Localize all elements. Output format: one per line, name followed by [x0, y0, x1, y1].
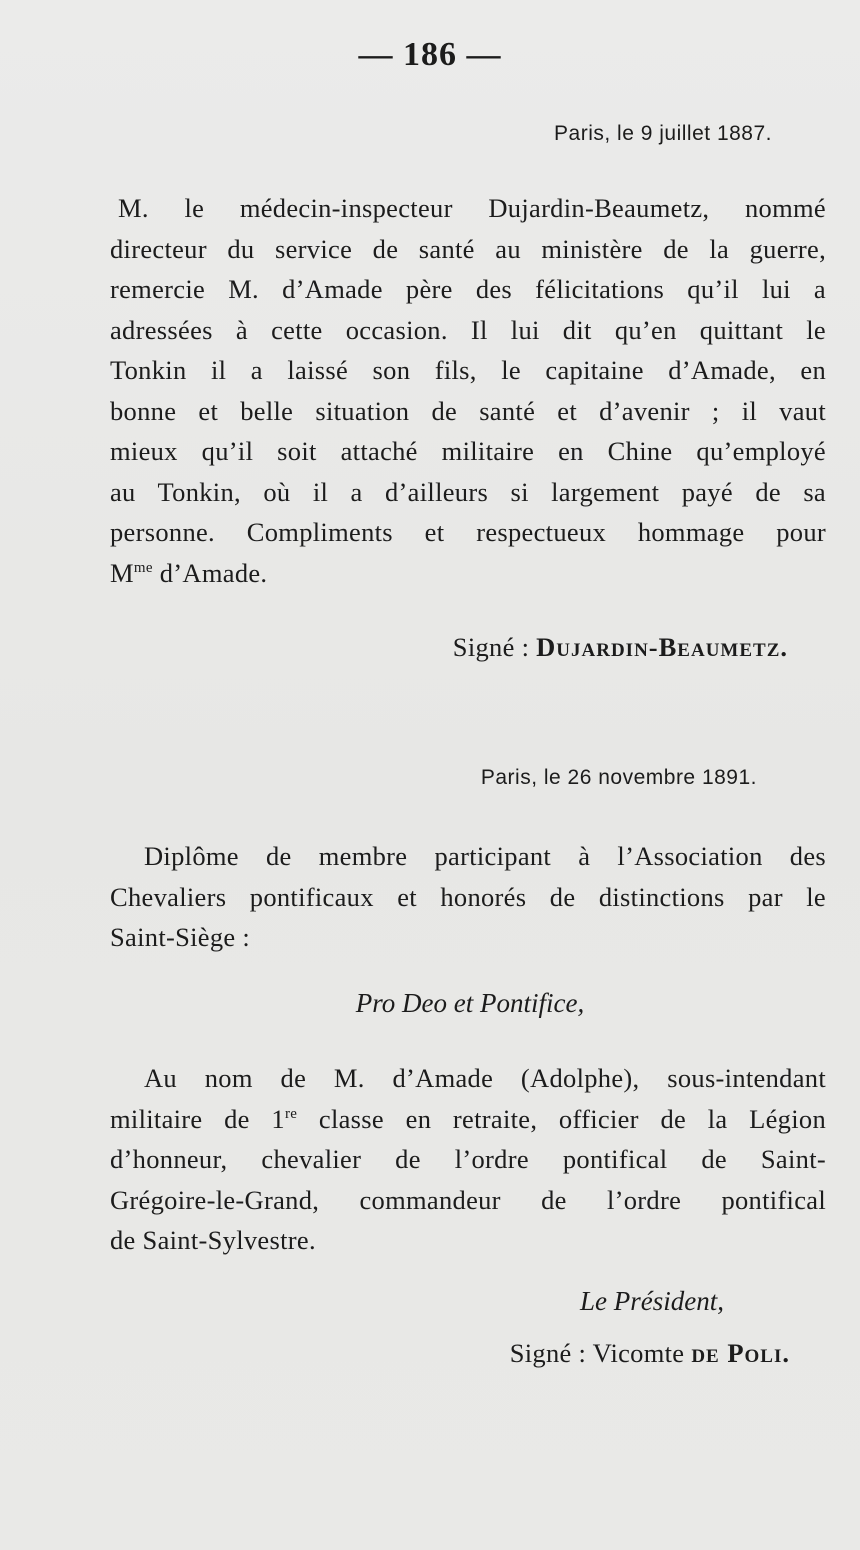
letter1-signature-label: Signé :	[452, 632, 537, 662]
letter1-signature-name: Dujardin-Beaumetz.	[536, 632, 788, 662]
diploma-intro-line: Chevaliers pontificaux et honorés de distinctions par le	[110, 881, 826, 912]
letter1-body	[110, 188, 826, 593]
letter1-line: adressées à cette occasion. Il lui dit qu’en quittant le	[110, 314, 826, 345]
diploma-body-line2-rest: classe en retraite, officier de la Légion	[297, 1103, 826, 1134]
diploma-body-line2-prefix: militaire de 1	[110, 1103, 285, 1134]
diploma-intro-line: Diplôme de membre participant à l’Association des	[144, 841, 826, 871]
diploma-motto: Pro Deo et Pontifice,	[355, 988, 585, 1018]
letter1-last-rest: d’Amade.	[152, 557, 268, 588]
page-number: — 186 —	[358, 36, 502, 73]
letter1-line: M. le médecin-inspecteur Dujardin-Beaumetz, nommé	[118, 193, 826, 223]
diploma-signature-name: de Poli.	[691, 1338, 790, 1368]
letter1-line: personne. Compliments et respectueux hommage pour	[110, 517, 826, 547]
letter1-line: au Tonkin, où il a d’ailleurs si largement payé de sa	[110, 476, 826, 507]
diploma-body-line2-sup: re	[284, 1105, 298, 1122]
letter1-line: remercie M. d’Amade père des félicitations qu’il lui a	[110, 274, 826, 304]
letter1-line: mieux qu’il soit attaché militaire en Chine qu’employé	[110, 436, 826, 466]
letter1-last-line	[110, 553, 826, 594]
letter1-dateline: Paris, le 9 juillet 1887.	[554, 122, 772, 145]
letter1-last-sup: me	[133, 559, 153, 576]
diploma-closing-title: Le Président,	[580, 1286, 724, 1316]
diploma-body-line	[110, 1099, 826, 1140]
diploma-body	[110, 1058, 826, 1261]
letter1-line: Tonkin il a laissé son fils, le capitaine d’Amade, en	[110, 355, 826, 385]
letter1-last-prefix: M	[110, 557, 134, 588]
diploma-body-line: d’honneur, chevalier de l’ordre pontifical de Saint-	[110, 1144, 826, 1174]
letter1-line: directeur du service de santé au ministère de la guerre,	[110, 233, 826, 264]
diploma-intro-line: Saint-Siège :	[110, 922, 251, 952]
diploma-signature	[510, 1338, 790, 1369]
diploma-body-line: de Saint-Sylvestre.	[110, 1225, 316, 1255]
letter1-signature	[453, 632, 788, 663]
diploma-intro	[110, 836, 826, 958]
diploma-body-line: Grégoire-le-Grand, commandeur de l’ordre pontifical	[110, 1184, 826, 1215]
diploma-body-line: Au nom de M. d’Amade (Adolphe), sous-intendant	[144, 1063, 826, 1093]
letter1-line: bonne et belle situation de santé et d’avenir ; il vaut	[110, 395, 826, 426]
diploma-dateline: Paris, le 26 novembre 1891.	[480, 766, 757, 789]
diploma-signature-label: Signé : Vicomte	[509, 1338, 692, 1368]
